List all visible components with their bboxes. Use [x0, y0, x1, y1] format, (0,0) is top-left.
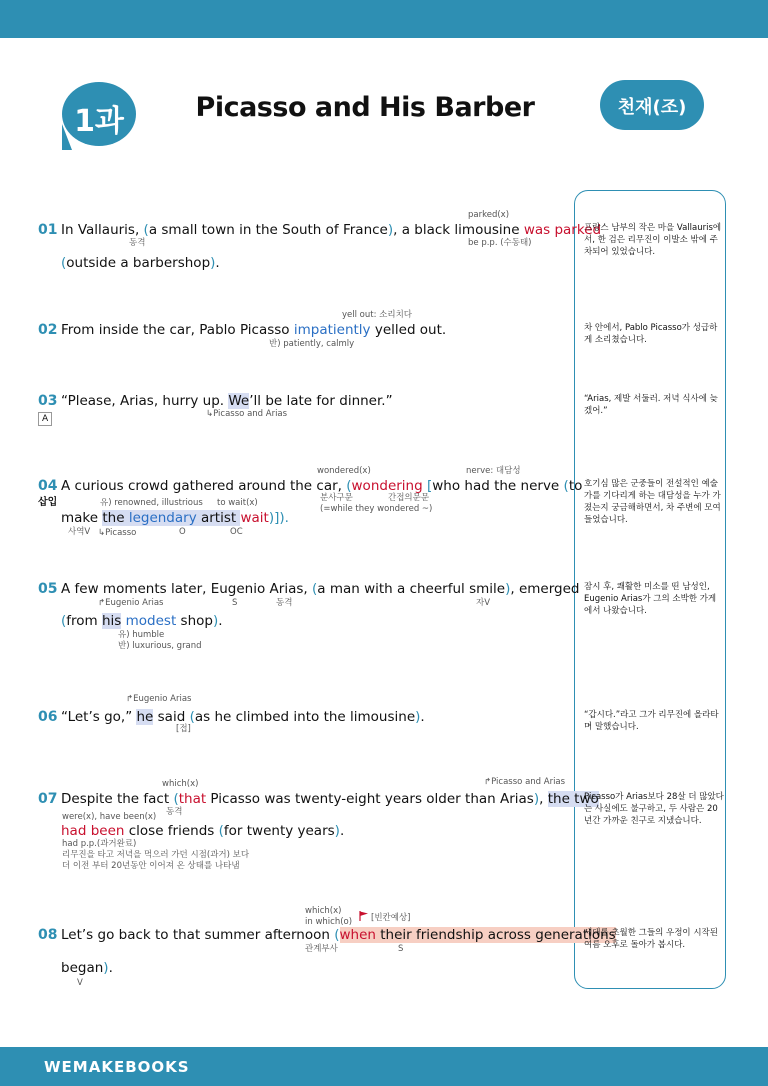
note: in which(o)	[305, 917, 353, 927]
publisher-label: 천재(조)	[617, 97, 687, 118]
note: 반) patiently, calmly	[269, 339, 355, 349]
note: 유) renowned, illustrious	[100, 498, 203, 508]
sentence-02-line1: From inside the car, Pablo Picasso impatiently yelled out.	[61, 322, 447, 338]
sentence-07-line1: Despite the fact (that Picasso was twenty-eight years older than Arias), the two	[61, 791, 599, 807]
note: 관계부사	[305, 944, 338, 954]
note: S	[232, 598, 238, 608]
translation-08: 세대를 초월한 그들의 우정이 시작된 여름 오후로 돌아가 봅시다.	[584, 928, 718, 950]
sentence-05-line2: (from his modest shop).	[61, 613, 223, 629]
note: 더 이전 부터 20년동안 이어져 온 상태를 나타냄	[62, 861, 240, 871]
translation-01: 프랑스 남부의 작은 마을 Vallauris에서, 한 검은 리무진이 이발소 밖에 주차되어 있었습니다.	[584, 223, 722, 257]
note: ↳Picasso and Arias	[206, 409, 288, 419]
note: 동격	[276, 598, 293, 608]
sentence-number-03: 03	[38, 393, 58, 409]
note: ↱Eugenio Arias	[126, 694, 192, 704]
note: had p.p.(과거완료)	[62, 839, 137, 849]
note: 유) humble	[118, 630, 165, 640]
footer-bar	[0, 1047, 768, 1086]
note: O	[179, 527, 186, 537]
note: ↱Eugenio Arias	[98, 598, 164, 608]
note: ↱Picasso and Arias	[484, 777, 566, 787]
note: OC	[230, 527, 243, 537]
note: which(x)	[305, 906, 342, 916]
note: 동격	[129, 238, 146, 248]
insert-mark: 삽입	[38, 497, 58, 508]
sentence-01-line1: In Vallauris, (a small town in the South of France), a black limousine was parked	[61, 222, 602, 238]
translation-02: 차 안에서, Pablo Picasso가 성급하게 소리쳤습니다.	[584, 323, 718, 345]
note: which(x)	[162, 779, 199, 789]
note: be p.p. (수동태)	[468, 238, 532, 248]
publisher-badge	[600, 80, 704, 130]
note: [접]	[176, 724, 191, 734]
note: to wait(x)	[217, 498, 258, 508]
note: 사역V	[68, 527, 91, 537]
sentence-07-line2: had been close friends (for twenty years).	[61, 823, 345, 839]
translation-04: 호기심 많은 군중들이 전설적인 예술가를 기다리게 하는 대담성을 누가 가졌는지 궁금해하면서, 차 주변에 모여들었습니다.	[584, 479, 721, 525]
note: V	[77, 978, 83, 988]
sentence-08-line2: began).	[61, 960, 113, 976]
translation-05: 잠시 후, 쾌활한 미소를 띤 남성인, Eugenio Arias가 그의 소박한 가게에서 나왔습니다.	[584, 582, 717, 616]
note: 동격	[166, 807, 183, 817]
translation-07: Picasso가 Arias보다 28살 더 많았다는 사실에도 불구하고, 두 사람은 20년간 가까운 친구로 지냈습니다.	[584, 792, 724, 826]
note: 분사구문	[320, 493, 353, 503]
note: parked(x)	[468, 210, 510, 220]
sentence-number-05: 05	[38, 581, 58, 597]
lesson-badge-tail	[62, 124, 72, 150]
page-title: Picasso and His Barber	[195, 92, 535, 123]
note: 리무진을 타고 저녁을 먹으러 가던 시점(과거) 보다	[62, 850, 250, 860]
note: wondered(x)	[317, 466, 371, 476]
sentence-number-01: 01	[38, 222, 58, 238]
note: 자V	[476, 598, 491, 608]
lesson-number: 1과	[74, 104, 124, 139]
note: (=while they wondered ~)	[320, 504, 433, 514]
sentence-08-line1: Let’s go back to that summer afternoon (when their friendship across generations	[61, 927, 616, 943]
sentence-05-line1: A few moments later, Eugenio Arias, (a man with a cheerful smile), emerged	[61, 581, 580, 597]
sentence-01-line2: (outside a barbershop).	[61, 255, 220, 271]
sentence-number-02: 02	[38, 322, 58, 338]
note: ↳Picasso	[98, 528, 137, 538]
note: 반) luxurious, grand	[118, 641, 202, 651]
sentence-number-08: 08	[38, 927, 58, 943]
sentence-03-line1: “Please, Arias, hurry up. We’ll be late for dinner.”	[61, 393, 393, 409]
sentence-number-04: 04	[38, 478, 58, 494]
note: were(x), have been(x)	[62, 812, 157, 822]
footer-brand: WEMAKEBOOKS	[44, 1058, 190, 1076]
flag-icon	[359, 911, 369, 921]
sentence-04-line2: make the legendary artist wait)]).	[61, 510, 289, 526]
top-bar	[0, 0, 768, 38]
note: 간접의문문	[388, 493, 430, 503]
sentence-number-07: 07	[38, 791, 58, 807]
lesson-badge	[62, 82, 136, 146]
sentence-number-06: 06	[38, 709, 58, 725]
note: [빈칸예상]	[371, 913, 411, 923]
translation-03: “Arias, 제발 서둘러. 저녁 식사에 늦겠어.”	[584, 394, 718, 416]
sentence-06-line1: “Let’s go,” he said (as he climbed into the limousine).	[61, 709, 425, 725]
sentence-04-line1: A curious crowd gathered around the car, (wondering [who had the nerve (to	[61, 478, 583, 494]
note: nerve: 대담성	[466, 466, 521, 476]
translation-06: “갑시다.”라고 그가 리무진에 올라타며 말했습니다.	[584, 710, 719, 732]
marker-a: A	[38, 412, 52, 426]
note: yell out: 소리치다	[342, 310, 413, 320]
note: S	[398, 944, 404, 954]
